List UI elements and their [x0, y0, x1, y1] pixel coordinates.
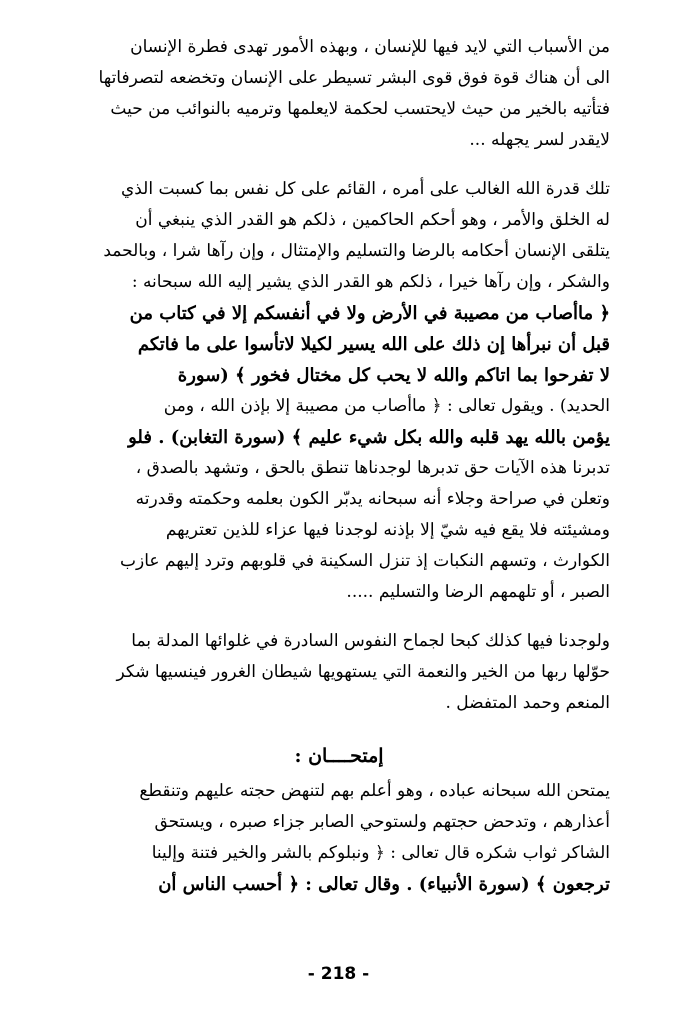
quran-verse-line: لا تفرحوا بما اتاكم والله لا يحب كل مختال فخور ﴾ (سورة	[177, 365, 610, 386]
text-line: ومشيئته فلا يقع فيه شيّ إلا بإذنه لوجدنا فيها عزاء للذين تعتريهم	[165, 520, 610, 540]
quran-verse-line: يؤمن بالله يهد قلبه والله بكل شيء عليم ﴾ (سورة التغابن) . فلو	[128, 427, 610, 448]
text-line: له الخلق والأمر ، وهو أحكم الحاكمين ، ذلكم هو القدر الذي ينبغي أن	[135, 210, 610, 230]
section-heading: إمتحــــان :	[294, 745, 384, 767]
text-line: تلك قدرة الله الغالب على أمره ، القائم على كل نفس بما كسبت الذي	[120, 179, 610, 199]
paragraph-1	[68, 32, 610, 156]
text-line: المنعم وحمد المتفضل .	[445, 693, 610, 713]
text-line: تدبرنا هذه الآيات حق تدبرها لوجدناها تنطق بالحق ، وتشهد بالصدق ،	[135, 458, 610, 478]
text-line: حوّلها ربها من الخير والنعمة التي يستهويها شيطان الغرور فينسيها شكر	[116, 662, 610, 682]
text-line: الشاكر ثواب شكره قال تعالى : ﴿ ونبلوكم بالشر والخير فتنة وإلينا	[151, 843, 610, 863]
quran-verse-line: ﴿ ماأصاب من مصيبة في الأرض ولا في أنفسكم إلا في كتاب من	[129, 303, 610, 324]
text-line: والشكر ، وإن رآها خيرا ، ذلكم هو القدر الذي يشير إليه الله سبحانه :	[131, 272, 610, 292]
text-line: فتأتيه بالخير من حيث لايحتسب لحكمة لايعلمها وترميه بالنوائب من حيث	[110, 99, 610, 119]
text-line: وتعلن في صراحة وجلاء أنه سبحانه يدبّر الكون بعلمه وحكمته وقدرته	[135, 489, 610, 509]
paragraph-2	[68, 174, 610, 608]
page-content	[68, 32, 610, 900]
text-line: الكوارث ، وتسهم النكبات إذ تنزل السكينة في قلوبهم وترد إليهم عازب	[120, 551, 610, 571]
quran-verse-line: قبل أن نبرأها إن ذلك على الله يسير لكيلا لاتأسوا على ما فاتكم	[137, 334, 610, 355]
paragraph-3	[68, 626, 610, 719]
text-line: يتلقى الإنسان أحكامه بالرضا والتسليم والإمتثال ، وإن رآها شرا ، وبالحمد	[103, 241, 610, 261]
paragraph-4	[68, 776, 610, 900]
text-line: لايقدر لسر يجهله ...	[469, 130, 610, 150]
text-line: الصبر ، أو تلهمهم الرضا والتسليم .....	[346, 582, 610, 602]
page-number: - 218 -	[307, 964, 370, 984]
text-line: أعذارهم ، وتدحض حجتهم ولستوحي الصابر جزاء صبره ، ويستحق	[154, 812, 610, 832]
text-line: من الأسباب التي لايد فيها للإنسان ، وبهذه الأمور تهدى فطرة الإنسان	[130, 37, 610, 57]
text-line: ترجعون ﴾ (سورة الأنبياء) . وقال تعالى : ﴿ أحسب الناس أن	[158, 874, 610, 895]
text-line: يمتحن الله سبحانه عباده ، وهو أعلم بهم لتنهض حجته عليهم وتنقطع	[139, 781, 610, 801]
text-line: الى أن هناك قوة فوق قوى البشر تسيطر على الإنسان وتخضعه لتصرفاتها	[98, 68, 610, 88]
text-line: ولوجدنا فيها كذلك كبحا لجماح النفوس السادرة في غلوائها المدلة بما	[131, 631, 610, 651]
text-line: الحديد) . ويقول تعالى : ﴿ ماأصاب من مصيبة إلا بإذن الله ، ومن	[163, 396, 610, 416]
